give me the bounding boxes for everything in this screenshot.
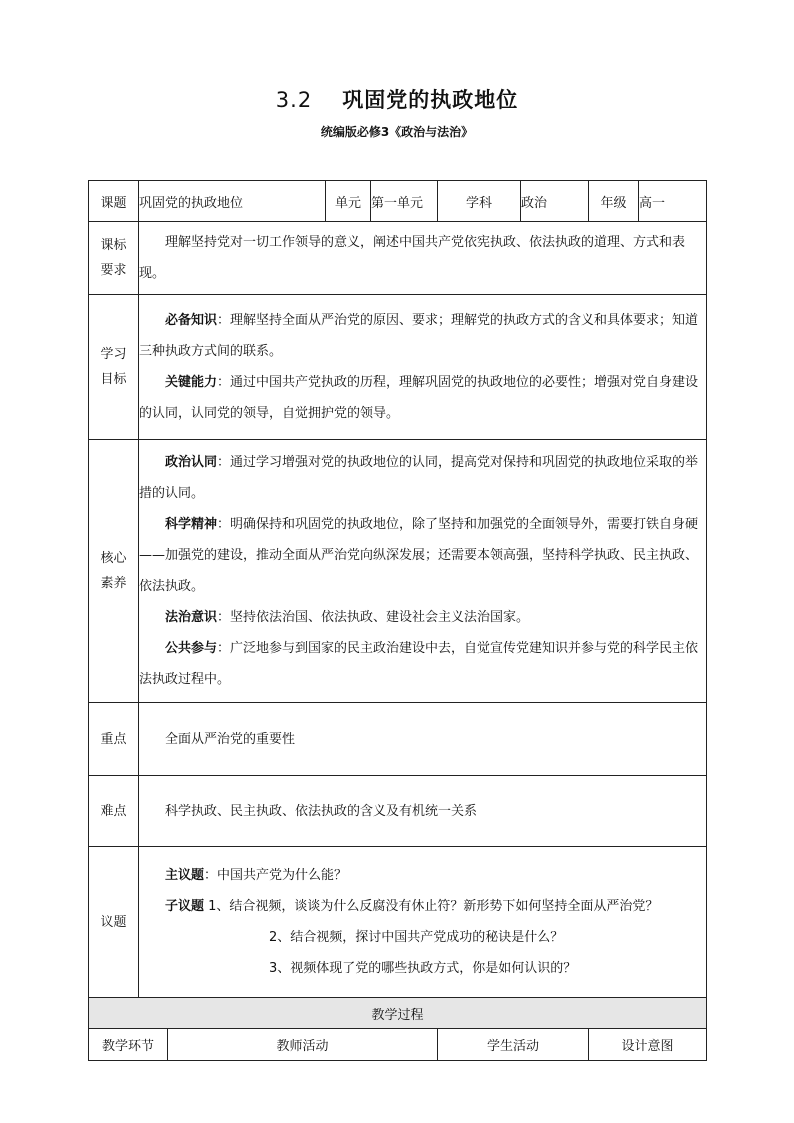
difficulty-label: 难点 — [89, 776, 139, 847]
grade-value: 高一 — [639, 181, 707, 222]
key-point-cell — [139, 703, 707, 776]
goal-text: ：通过中国共产党执政的历程，理解巩固党的执政地位的必要性；增强对党自身建设的认同，认同党的领导，自觉拥护党的领导。 — [139, 375, 699, 421]
unit-value: 第一单元 — [371, 181, 438, 222]
goal-key: 关键能力 — [165, 375, 218, 390]
section-number: 3.2 — [275, 88, 313, 112]
goals-label-line2: 目标 — [100, 372, 127, 387]
literacy-key: 政治认同 — [165, 455, 218, 470]
key-point-label: 重点 — [89, 703, 139, 776]
issue-row — [89, 847, 707, 998]
process-col-teacher: 教师活动 — [168, 1029, 438, 1061]
literacy-row — [89, 440, 707, 703]
goal-item — [139, 305, 706, 367]
sub-issue-text: 1、结合视频，谈谈为什么反腐没有休止符？新形势下如何坚持全面从严治党？ — [208, 899, 659, 914]
lesson-title: 巩固党的执政地位 — [342, 88, 519, 112]
goals-label-line1: 学习 — [100, 347, 127, 362]
literacy-text: ：坚持依法治国、依法执政、建设社会主义法治国家。 — [217, 610, 530, 625]
goals-label — [89, 295, 139, 440]
standard-text-cell — [139, 222, 707, 295]
sub-issue — [139, 891, 706, 922]
subject-label: 学科 — [438, 181, 521, 222]
page-subtitle: 统编版必修3《政治与法治》 — [320, 125, 474, 139]
subject-value: 政治 — [521, 181, 589, 222]
goals-row — [89, 295, 707, 440]
process-title-row — [89, 998, 707, 1029]
topic-label: 课题 — [89, 181, 139, 222]
goal-item — [139, 367, 706, 429]
literacy-text-cell — [139, 440, 707, 703]
literacy-text: ：明确保持和巩固党的执政地位，除了坚持和加强党的全面领导外，需要打铁自身硬——加强党的建设，推动全面从严治党向纵深发展；还需要本领高强，坚持科学执政、民主执政、依法执政。 — [139, 517, 699, 594]
process-header-row — [89, 1029, 707, 1061]
standard-text: 理解坚持党对一切工作领导的意义，阐述中国共产党依宪执政、依法执政的道理、方式和表现。 — [139, 235, 686, 281]
topic-value: 巩固党的执政地位 — [139, 181, 326, 222]
literacy-item — [139, 509, 706, 602]
standard-label-line1: 课标 — [100, 238, 127, 253]
goal-key: 必备知识 — [165, 313, 218, 328]
key-point-text: 全面从严治党的重要性 — [165, 731, 296, 747]
process-col-intent: 设计意图 — [589, 1029, 707, 1061]
goal-text: ：理解坚持全面从严治党的原因、要求；理解党的执政方式的含义和具体要求；知道三种执政方式间的联系。 — [139, 313, 699, 359]
literacy-label-line1: 核心 — [100, 551, 127, 566]
literacy-label-line2: 素养 — [100, 576, 127, 591]
standard-label — [89, 222, 139, 295]
literacy-item — [139, 447, 706, 509]
difficulty-text: 科学执政、民主执政、依法执政的含义及有机统一关系 — [165, 803, 478, 819]
process-col-student: 学生活动 — [438, 1029, 589, 1061]
difficulty-cell — [139, 776, 707, 847]
issue-label: 议题 — [89, 847, 139, 998]
literacy-key: 法治意识 — [165, 610, 218, 625]
literacy-label — [89, 440, 139, 703]
literacy-item — [139, 602, 706, 633]
info-row — [89, 181, 707, 222]
main-issue — [139, 860, 706, 891]
main-issue-text: ：中国共产党为什么能？ — [204, 868, 348, 883]
main-issue-key: 主议题 — [165, 868, 205, 883]
lesson-plan-table — [88, 180, 707, 1061]
unit-label: 单元 — [326, 181, 371, 222]
standard-label-line2: 要求 — [100, 263, 127, 278]
key-point-row — [89, 703, 707, 776]
process-title: 教学过程 — [89, 998, 707, 1029]
process-col-stage: 教学环节 — [89, 1029, 168, 1061]
page-title — [0, 84, 794, 114]
standard-row — [89, 222, 707, 295]
literacy-key: 科学精神 — [165, 517, 218, 532]
literacy-key: 公共参与 — [165, 641, 218, 656]
sub-issue: 2、结合视频，探讨中国共产党成功的秘诀是什么？ — [269, 930, 564, 945]
literacy-text: ：通过学习增强对党的执政地位的认同，提高党对保持和巩固党的执政地位采取的举措的认同。 — [139, 455, 699, 501]
goals-text-cell — [139, 295, 707, 440]
difficulty-row — [89, 776, 707, 847]
sub-issue-key: 子议题 — [165, 899, 205, 914]
literacy-item — [139, 633, 706, 695]
grade-label: 年级 — [589, 181, 639, 222]
issue-cell — [139, 847, 707, 998]
sub-issue: 3、视频体现了党的哪些执政方式，你是如何认识的？ — [269, 961, 577, 976]
literacy-text: ：广泛地参与到国家的民主政治建设中去，自觉宣传党建知识并参与党的科学民主依法执政过程中。 — [139, 641, 699, 687]
